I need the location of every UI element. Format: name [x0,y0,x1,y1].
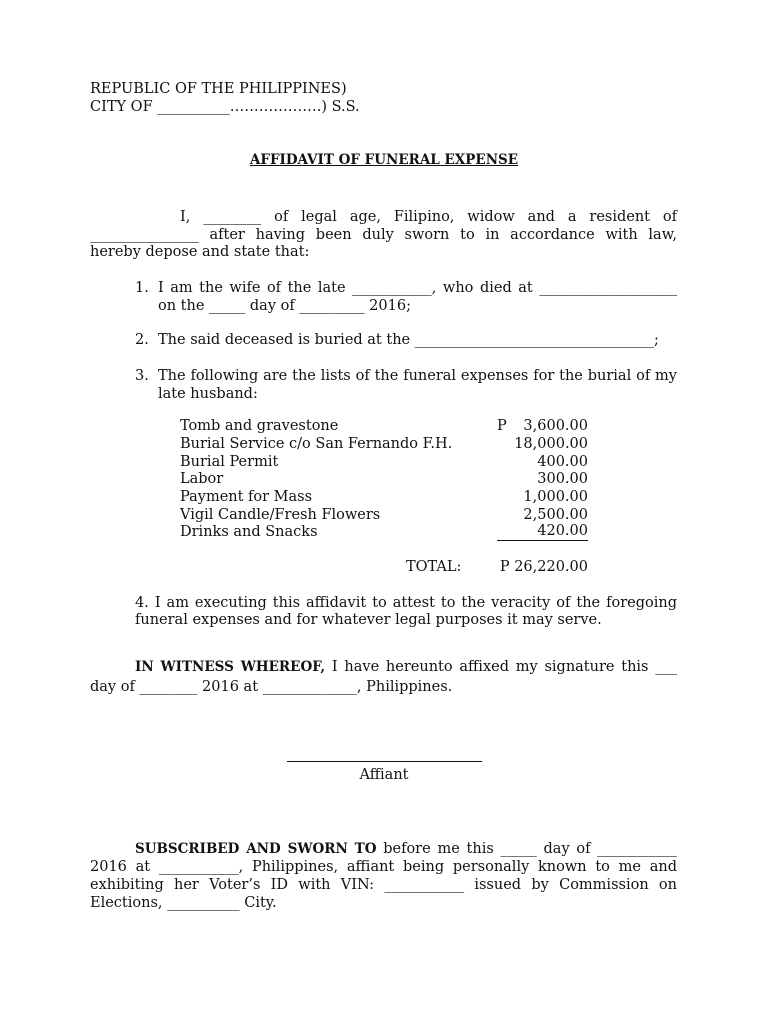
table-row [180,470,588,488]
table-row [180,435,588,453]
item-4-line-2: funeral expenses and for whatever legal purposes it may serve. [135,612,602,628]
expense-label: Vigil Candle/Fresh Flowers [180,507,381,523]
witness-text: I have hereunto affixed my signature this ___ [325,659,678,675]
intro-line-2: _______________ after having been duly sworn to in accordance with law, [90,227,677,243]
expense-label: Burial Service c/o San Fernando F.H. [180,436,453,452]
expense-amount: 420.00 [497,523,588,541]
expense-amount: 1,000.00 [523,489,588,505]
witness-line-1 [135,658,677,676]
list-item-2 [135,331,677,349]
expense-amount: 2,500.00 [523,507,588,523]
list-item-number: 1. [135,280,149,296]
document-title: AFFIDAVIT OF FUNERAL EXPENSE [249,152,519,168]
expense-label: Payment for Mass [180,489,313,505]
table-row [180,417,588,435]
expense-currency: P [497,418,507,434]
intro-line-1: I, ________ of legal age, Filipino, widow and a resident of [180,209,677,225]
list-item-number: 3. [135,368,149,384]
intro-line-3: hereby depose and state that: [90,244,310,260]
sworn-line-3: exhibiting her Voter’s ID with VIN: ___________ issued by Commission on [90,877,677,893]
affiant-label: Affiant [359,767,409,783]
list-item-1 [135,279,677,315]
expense-label: Burial Permit [180,454,279,470]
list-item-text: The said deceased is buried at the _________________________________; [158,332,659,348]
header-republic: REPUBLIC OF THE PHILIPPINES) [90,81,347,97]
sworn-line-1 [135,840,677,858]
signature-line [287,761,482,762]
expense-label: Labor [180,471,224,487]
witness-line-2: day of ________ 2016 at _____________, Philippines. [90,679,453,695]
total-value: P 26,220.00 [499,559,588,575]
sworn-text: before me this _____ day of ___________ [376,841,678,857]
sworn-line-4: Elections, __________ City. [90,895,277,911]
list-item-number: 2. [135,332,149,348]
sworn-line-2: 2016 at ___________, Philippines, affiant being personally known to me and [90,859,677,875]
expense-amount: 3,600.00 [523,418,588,434]
list-item-text: The following are the lists of the funeral expenses for the burial of my [158,368,677,384]
sworn-heading: SUBSCRIBED AND SWORN TO [135,841,377,857]
expense-amount: 400.00 [537,454,588,470]
list-item-3 [135,367,677,403]
list-item-text-cont: late husband: [158,386,258,402]
total-label: TOTAL: [406,559,462,575]
table-row [180,488,588,506]
table-row [180,453,588,471]
list-item-text-cont: on the _____ day of _________ 2016; [158,298,411,314]
table-row [180,523,588,541]
header-city: CITY OF __________……………….) S.S. [90,99,360,115]
witness-heading: IN WITNESS WHEREOF, [135,659,326,675]
expense-amount: 18,000.00 [514,436,588,452]
expense-label: Drinks and Snacks [180,524,318,540]
item-4-line-1: 4. I am executing this affidavit to attest to the veracity of the foregoing [135,595,677,611]
expense-label: Tomb and gravestone [180,418,339,434]
table-row [180,506,588,524]
expense-amount: 300.00 [537,471,588,487]
list-item-text: I am the wife of the late ___________, who died at ___________________ [158,280,677,296]
